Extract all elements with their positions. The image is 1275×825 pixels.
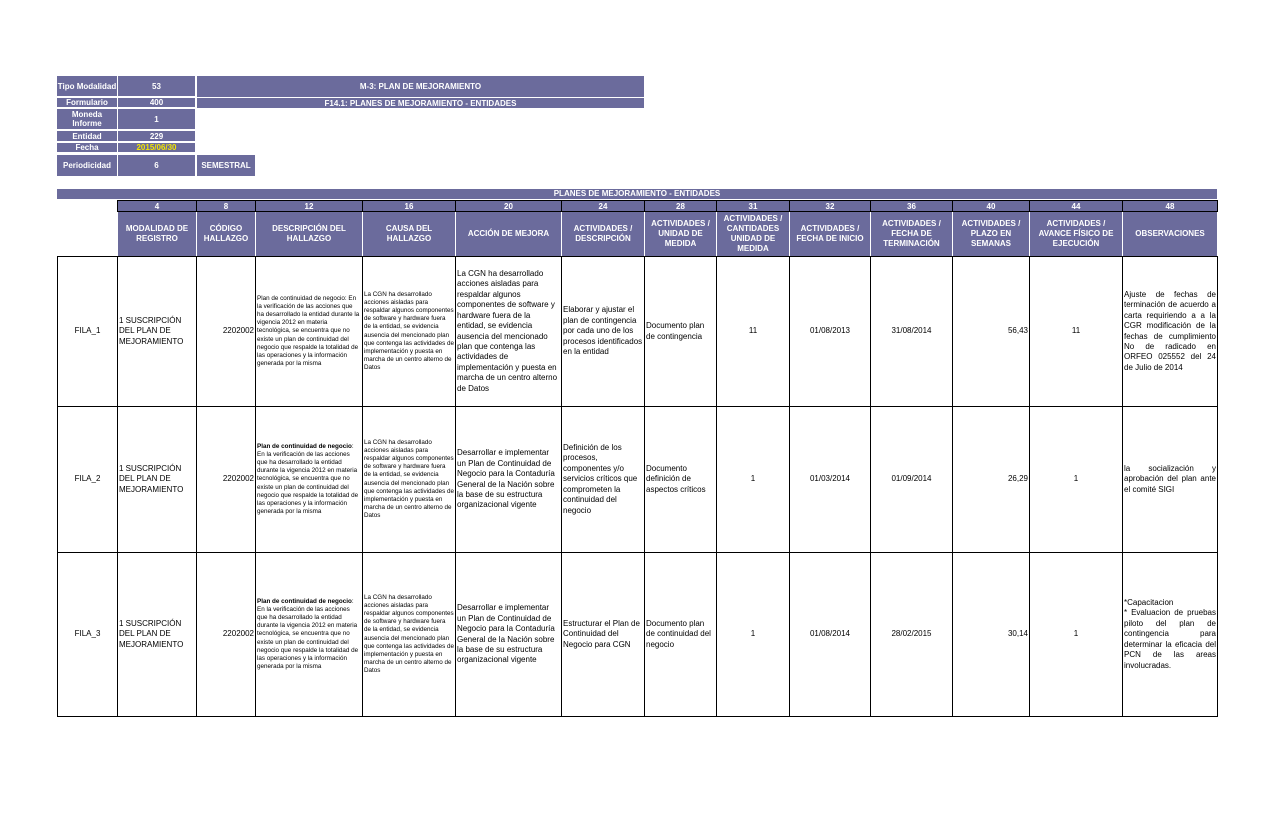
col-number: 12: [256, 201, 363, 212]
codigo-cell: 2202002: [197, 553, 256, 717]
accion-cell: La CGN ha desarrollado acciones aisladas para respaldar algunos componentes de software y hardware fuera de la entidad, se evidencia ausencia del mencionado plan que contenga las actividades de implementación y puesta en marcha de un centro alterno de Datos: [456, 257, 562, 407]
tipo-modalidad-value: 53: [118, 76, 195, 97]
col-number: 8: [197, 201, 256, 212]
accion-cell: Desarrollar e implementar un Plan de Continuidad de Negocio para la Contaduría General de la Nación sobre la base de su estructura organizacional vigente: [456, 553, 562, 717]
terminacion-cell: 31/08/2014: [871, 257, 953, 407]
cantidad-cell: 11: [717, 257, 790, 407]
col-number: 20: [456, 201, 562, 212]
modalidad-cell: 1 SUSCRIPCIÓN DEL PLAN DE MEJORAMIENTO: [118, 257, 197, 407]
col-number: 48: [1123, 201, 1218, 212]
descripcion-cell: [256, 407, 363, 553]
act-descripcion-cell: Estructurar el Plan de Continuidad del Negocio para CGN: [562, 553, 645, 717]
col-number: 16: [363, 201, 456, 212]
table-row: [58, 407, 1218, 553]
causa-cell: La CGN ha desarrollado acciones aisladas para respaldar algunos componentes de software y hardware fuera de la entidad, se evidencia ausencia del mencionado plan que contenga las actividades de implementación y puesta en marcha de un centro alterno de Datos: [363, 407, 456, 553]
header-causa: CAUSA DEL HALLAZGO: [363, 212, 456, 257]
corner-cell: [58, 201, 118, 212]
descripcion-bold: Plan de continuidad de negocio: [257, 443, 352, 451]
act-descripcion-cell: Elaborar y ajustar el plan de contingencia por cada uno de los procesos identificados en la entidad: [562, 257, 645, 407]
header-cantidad: ACTIVIDADES / CANTIDADES UNIDAD DE MEDIDA: [717, 212, 790, 257]
entidad-value: 229: [118, 131, 195, 142]
corner-cell: [58, 212, 118, 257]
formulario-value: 400: [118, 98, 195, 108]
descripcion-text: Plan de continuidad de negocio: En la verificación de las acciones que ha desarrollado la entidad durante la vigencia 2012 en materia tecnológica, se encuentra que no existe un plan de continuidad del negocio que respalde la totalidad de las operaciones y la información generada por la misma: [257, 295, 360, 367]
accion-cell: Desarrollar e implementar un Plan de Continuidad de Negocio para la Contaduría General de la Nación sobre la base de su estructura organizacional vigente: [456, 407, 562, 553]
periodicidad-value: 6: [118, 155, 195, 176]
modalidad-cell: 1 SUSCRIPCIÓN DEL PLAN DE MEJORAMIENTO: [118, 407, 197, 553]
moneda-value: 1: [118, 109, 195, 130]
header-inicio: ACTIVIDADES / FECHA DE INICIO: [790, 212, 871, 257]
col-number: 31: [717, 201, 790, 212]
form-title: M-3: PLAN DE MEJORAMIENTO: [197, 76, 644, 97]
header-observaciones: OBSERVACIONES: [1123, 212, 1218, 257]
cantidad-cell: 1: [717, 553, 790, 717]
row-label: FILA_3: [58, 553, 118, 717]
codigo-cell: 2202002: [197, 257, 256, 407]
periodicidad-text: SEMESTRAL: [197, 155, 255, 176]
descripcion-text: : En la verificación de las acciones que ha desarrollado la entidad durante la vigencia 2012 en materia tecnológica, se encuentra que no existe un plan de continuidad del negocio que respalde la totalidad de las operaciones y la información generada por la misma: [257, 598, 359, 670]
unidad-cell: Documento plan de contingencia: [645, 257, 717, 407]
observaciones-cell: Ajuste de fechas de terminación de acuerdo a carta requiriendo a a la CGR modificación de la fechas de cumplimiento No de radicado en ORFEO 025552 del 24 de Julio de 2014: [1123, 257, 1218, 407]
col-number: 36: [871, 201, 953, 212]
observaciones-cell: *Capacitacion * Evaluacion de pruebas piloto del plan de contingencia para determinar la eficacia del PCN de las areas involucradas.: [1123, 553, 1218, 717]
terminacion-cell: 01/09/2014: [871, 407, 953, 553]
plazo-cell: 56,43: [953, 257, 1030, 407]
inicio-cell: 01/08/2013: [790, 257, 871, 407]
fecha-label: Fecha: [57, 143, 117, 153]
fecha-value: 2015/06/30: [118, 143, 195, 153]
modalidad-cell: 1 SUSCRIPCIÓN DEL PLAN DE MEJORAMIENTO: [118, 553, 197, 717]
table-banner: PLANES DE MEJORAMIENTO - ENTIDADES: [57, 189, 1217, 199]
col-number: 32: [790, 201, 871, 212]
row-label: FILA_1: [58, 257, 118, 407]
plazo-cell: 26,29: [953, 407, 1030, 553]
header-codigo: CÓDIGO HALLAZGO: [197, 212, 256, 257]
plazo-cell: 30,14: [953, 553, 1030, 717]
header-plazo: ACTIVIDADES / PLAZO EN SEMANAS: [953, 212, 1030, 257]
observaciones-cell: la socialización y aprobación del plan ante el comité SIGI: [1123, 407, 1218, 553]
avance-cell: 1: [1030, 407, 1123, 553]
unidad-cell: Documento definición de aspectos críticos: [645, 407, 717, 553]
periodicidad-label: Periodicidad: [57, 155, 117, 176]
inicio-cell: 01/03/2014: [790, 407, 871, 553]
moneda-label: Moneda Informe: [57, 109, 117, 130]
entidad-label: Entidad: [57, 131, 117, 142]
table-row: [58, 553, 1218, 717]
header-avance: ACTIVIDADES / AVANCE FÍSICO DE EJECUCIÓN: [1030, 212, 1123, 257]
col-number: 40: [953, 201, 1030, 212]
form-subtitle: F14.1: PLANES DE MEJORAMIENTO - ENTIDADES: [197, 98, 644, 108]
causa-cell: La CGN ha desarrollado acciones aisladas para respaldar algunos componentes de software y hardware fuera de la entidad, se evidencia ausencia del mencionado plan que contenga las actividades de implementación y puesta en marcha de un centro alterno de Datos: [363, 553, 456, 717]
header-descripcion: DESCRIPCIÓN DEL HALLAZGO: [256, 212, 363, 257]
descripcion-bold: Plan de continuidad de negocio: [257, 598, 352, 606]
tipo-modalidad-label: Tipo Modalidad: [57, 76, 117, 97]
terminacion-cell: 28/02/2015: [871, 553, 953, 717]
descripcion-text: : En la verificación de las acciones que ha desarrollado la entidad durante la vigencia 2012 en materia tecnológica, se encuentra que no existe un plan de continuidad del negocio que respalde la totalidad de las operaciones y la información generada por la misma: [257, 443, 359, 515]
header-unidad: ACTIVIDADES / UNIDAD DE MEDIDA: [645, 212, 717, 257]
col-number: 4: [118, 201, 197, 212]
header-accion: ACCIÓN DE MEJORA: [456, 212, 562, 257]
unidad-cell: Documento plan de continuidad del negocio: [645, 553, 717, 717]
header-act-descripcion: ACTIVIDADES / DESCRIPCIÓN: [562, 212, 645, 257]
codigo-cell: 2202002: [197, 407, 256, 553]
col-number: 28: [645, 201, 717, 212]
avance-cell: 1: [1030, 553, 1123, 717]
row-label: FILA_2: [58, 407, 118, 553]
descripcion-cell: [256, 553, 363, 717]
table-row: [58, 257, 1218, 407]
descripcion-cell: [256, 257, 363, 407]
inicio-cell: 01/08/2014: [790, 553, 871, 717]
col-number: 24: [562, 201, 645, 212]
formulario-label: Formulario: [57, 98, 117, 108]
plan-table: [57, 200, 1218, 717]
header-modalidad: MODALIDAD DE REGISTRO: [118, 212, 197, 257]
cantidad-cell: 1: [717, 407, 790, 553]
causa-cell: La CGN ha desarrollado acciones aisladas para respaldar algunos componentes de software y hardware fuera de la entidad, se evidencia ausencia del mencionado plan que contenga las actividades de implementación y puesta en marcha de un centro alterno de Datos: [363, 257, 456, 407]
col-number: 44: [1030, 201, 1123, 212]
act-descripcion-cell: Definición de los procesos, componentes y/o servicios críticos que comprometen la continuidad del negocio: [562, 407, 645, 553]
avance-cell: 11: [1030, 257, 1123, 407]
header-terminacion: ACTIVIDADES / FECHA DE TERMINACIÓN: [871, 212, 953, 257]
